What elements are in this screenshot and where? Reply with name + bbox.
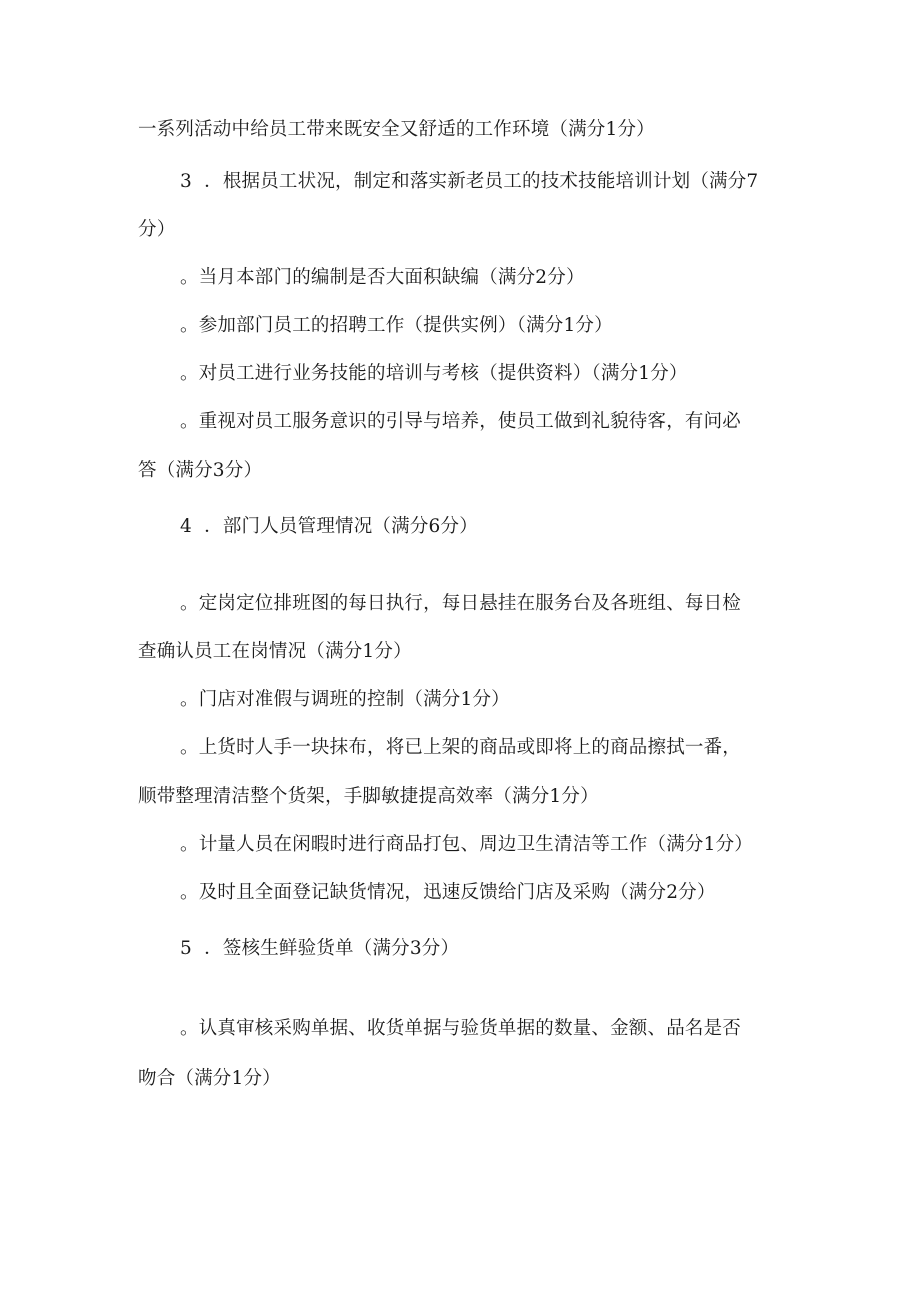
section-3-heading: 3 ．根据员工状况，制定和落实新老员工的技术技能培训计划（满分7	[180, 171, 759, 192]
text-line-continuation: 查确认员工在岗情况（满分1分）	[138, 641, 412, 662]
bullet-item: 。当月本部门的编制是否大面积缺编（满分2分）	[180, 267, 585, 288]
bullet-item: 。参加部门员工的招聘工作（提供实例）（满分1分）	[180, 315, 613, 336]
bullet-item: 。重视对员工服务意识的引导与培养，使员工做到礼貌待客，有问必	[180, 411, 742, 432]
text-line-1: 一系列活动中给员工带来既安全又舒适的工作环境（满分1分）	[138, 119, 655, 140]
section-4-heading: 4 ．部门人员管理情况（满分6分）	[180, 516, 478, 537]
bullet-item: 。上货时人手一块抹布，将已上架的商品或即将上的商品擦拭一番，	[180, 737, 742, 758]
text-line-continuation: 答（满分3分）	[138, 460, 263, 481]
bullet-item: 。计量人员在闲暇时进行商品打包、周边卫生清洁等工作（满分1分）	[180, 834, 753, 855]
bullet-item: 。对员工进行业务技能的培训与考核（提供资料）（满分1分）	[180, 363, 688, 384]
bullet-item: 。及时且全面登记缺货情况，迅速反馈给门店及采购（满分2分）	[180, 882, 716, 903]
bullet-item: 。门店对准假与调班的控制（满分1分）	[180, 689, 510, 710]
section-5-heading: 5 ．签核生鲜验货单（满分3分）	[180, 938, 460, 959]
bullet-item: 。定岗定位排班图的每日执行，每日悬挂在服务台及各班组、每日检	[180, 593, 742, 614]
bullet-item: 。认真审核采购单据、收货单据与验货单据的数量、金额、品名是否	[180, 1018, 742, 1039]
text-line-continuation: 顺带整理清洁整个货架，手脚敏捷提高效率（满分1分）	[138, 786, 599, 807]
text-line-continuation: 吻合（满分1分）	[138, 1068, 281, 1089]
text-line-3: 分）	[138, 219, 176, 240]
